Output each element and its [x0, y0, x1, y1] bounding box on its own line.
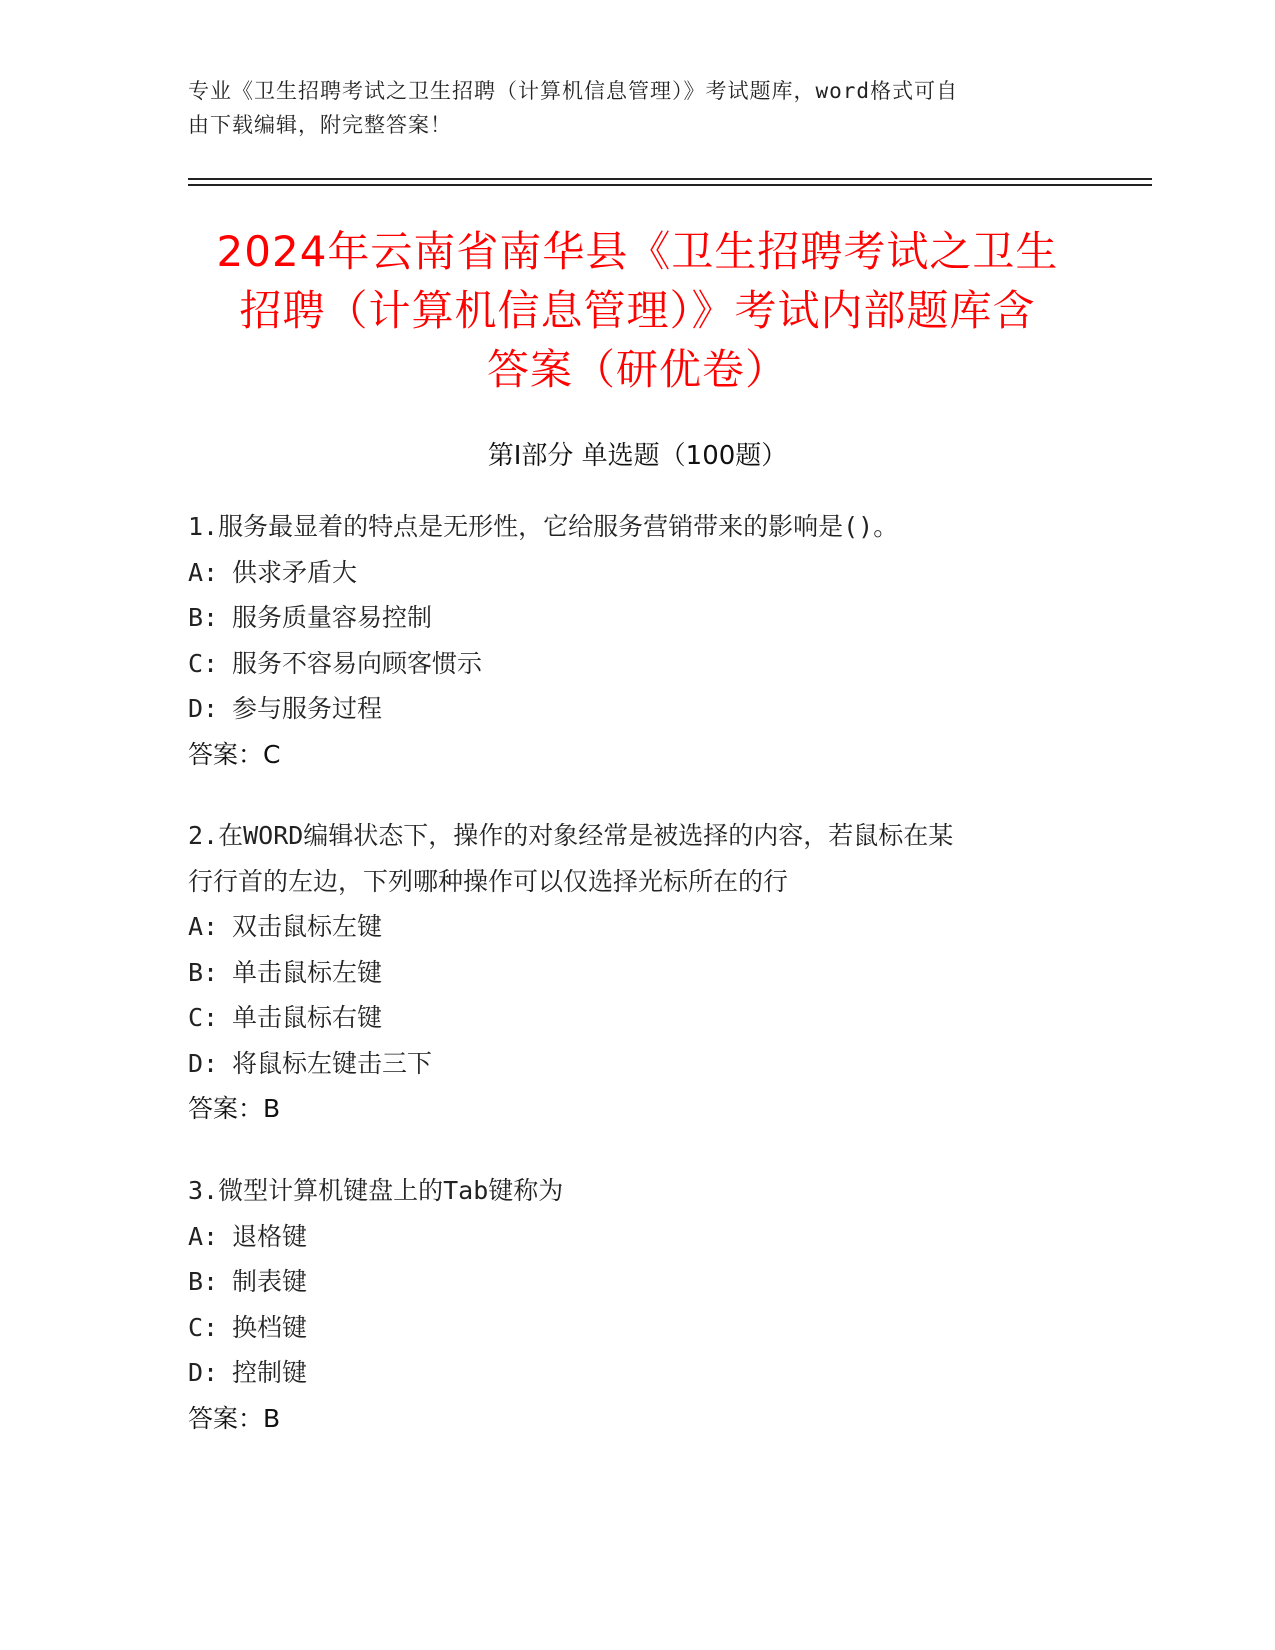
option-letter: A: [188, 1221, 219, 1251]
option-letter: C: [188, 648, 219, 678]
option-a [188, 904, 1088, 950]
header-note [188, 74, 1088, 142]
question-stem: 1.服务最显着的特点是无形性，它给服务营销带来的影响是()。 [188, 512, 899, 541]
option-text: 服务质量容易控制 [232, 603, 433, 632]
option-c [188, 995, 1088, 1041]
answer: 答案：B [188, 1094, 281, 1123]
option-b [188, 950, 1088, 996]
option-text: 服务不容易向顾客惯示 [232, 648, 483, 678]
section-heading: 第Ⅰ部分 单选题（100题） [487, 441, 788, 471]
option-b [188, 1259, 1088, 1305]
option-a [188, 550, 1088, 596]
question-stem-line-1: 2.在WORD编辑状态下，操作的对象经常是被选择的内容，若鼠标在某 [188, 821, 954, 850]
option-letter: B: [188, 957, 219, 987]
header-rule-top [188, 178, 1152, 180]
option-text: 双击鼠标左键 [232, 912, 383, 941]
answer: 答案：B [188, 1403, 281, 1433]
question-stem: 3.微型计算机键盘上的Tab键称为 [188, 1176, 564, 1205]
option-text: 将鼠标左键击三下 [232, 1048, 433, 1078]
option-d [188, 1350, 1088, 1396]
question-stem-line-2: 行行首的左边，下列哪种操作可以仅选择光标所在的行 [188, 866, 789, 896]
option-letter: D: [188, 1358, 219, 1387]
document-title-line-2: 招聘（计算机信息管理）》考试内部题库含 [239, 286, 1036, 335]
question-2 [188, 813, 1088, 1132]
option-text: 单击鼠标左键 [232, 957, 383, 987]
option-b [188, 595, 1088, 641]
option-text: 单击鼠标右键 [232, 1003, 383, 1032]
option-text: 换档键 [232, 1312, 308, 1342]
header-rule-bottom [188, 184, 1152, 186]
header-note-line-2: 由下载编辑，附完整答案！ [188, 113, 452, 137]
option-letter: D: [188, 694, 219, 723]
option-text: 制表键 [232, 1267, 308, 1296]
question-3 [188, 1168, 1088, 1441]
option-letter: A: [188, 557, 219, 587]
document-title [150, 222, 1125, 399]
option-c [188, 641, 1088, 687]
option-letter: B: [188, 1267, 219, 1296]
option-text: 控制键 [232, 1358, 308, 1387]
question-1 [188, 504, 1088, 777]
option-d [188, 686, 1088, 732]
answer: 答案：C [188, 739, 281, 769]
option-letter: C: [188, 1003, 219, 1032]
header-note-line-1: 专业《卫生招聘考试之卫生招聘（计算机信息管理）》考试题库，word格式可自 [188, 79, 959, 103]
option-text: 退格键 [232, 1221, 308, 1251]
option-letter: D: [188, 1048, 219, 1078]
document-title-line-3: 答案（研优卷） [486, 345, 788, 394]
option-letter: C: [188, 1312, 219, 1342]
option-text: 参与服务过程 [232, 694, 383, 723]
option-a [188, 1214, 1088, 1260]
option-letter: B: [188, 603, 219, 632]
option-text: 供求矛盾大 [232, 557, 358, 587]
option-letter: A: [188, 912, 219, 941]
option-c [188, 1305, 1088, 1351]
document-title-line-1: 2024年云南省南华县《卫生招聘考试之卫生 [216, 227, 1059, 276]
option-d [188, 1041, 1088, 1087]
